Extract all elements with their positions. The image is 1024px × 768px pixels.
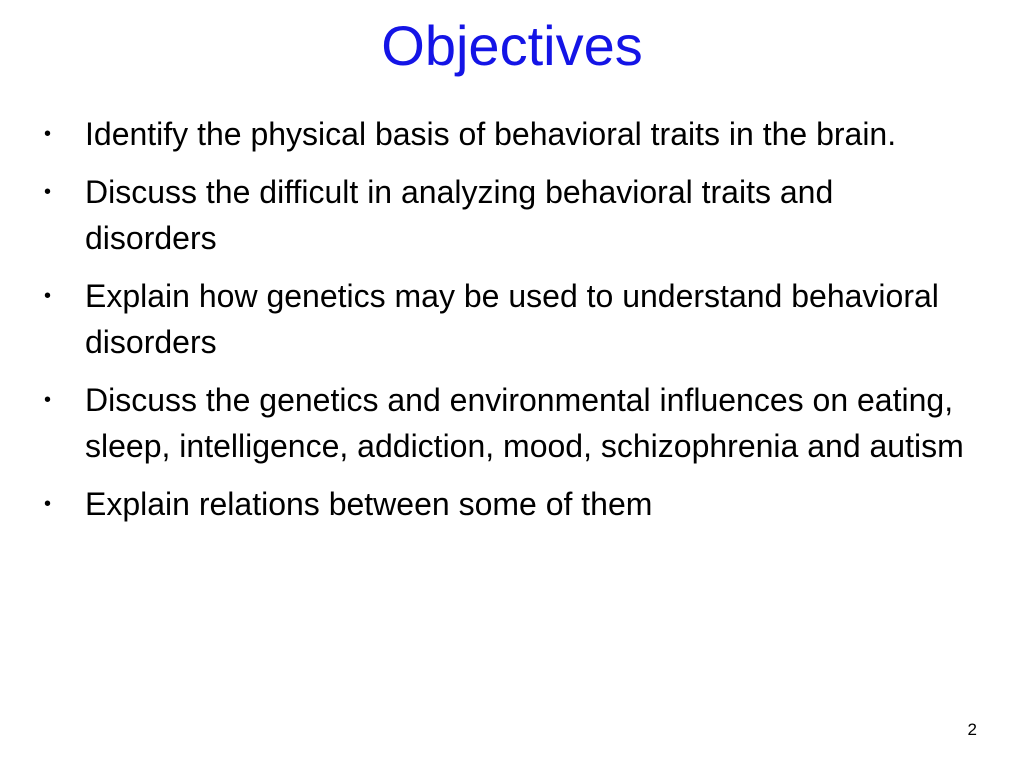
bullet-text: Identify the physical basis of behavioral traits in the brain. xyxy=(85,116,897,152)
list-item xyxy=(44,481,964,527)
list-item xyxy=(44,169,964,261)
bullet-icon: • xyxy=(44,285,52,307)
bullet-text: Explain how genetics may be used to understand behavioral disorders xyxy=(85,278,939,360)
list-item xyxy=(44,377,964,469)
bullet-icon: • xyxy=(44,389,52,411)
list-item xyxy=(44,111,964,157)
bullet-icon: • xyxy=(44,123,52,145)
page-number: 2 xyxy=(967,720,977,739)
bullet-icon: • xyxy=(44,181,52,203)
bullet-text: Discuss the difficult in analyzing behavioral traits and disorders xyxy=(85,174,834,256)
slide-title: Objectives xyxy=(381,14,643,77)
objectives-list xyxy=(44,111,964,539)
bullet-icon: • xyxy=(44,493,52,515)
bullet-text: Discuss the genetics and environmental influences on eating, sleep, intelligence, addiction, mood, schizophrenia and autism xyxy=(85,382,964,464)
bullet-text: Explain relations between some of them xyxy=(85,486,653,522)
list-item xyxy=(44,273,964,365)
